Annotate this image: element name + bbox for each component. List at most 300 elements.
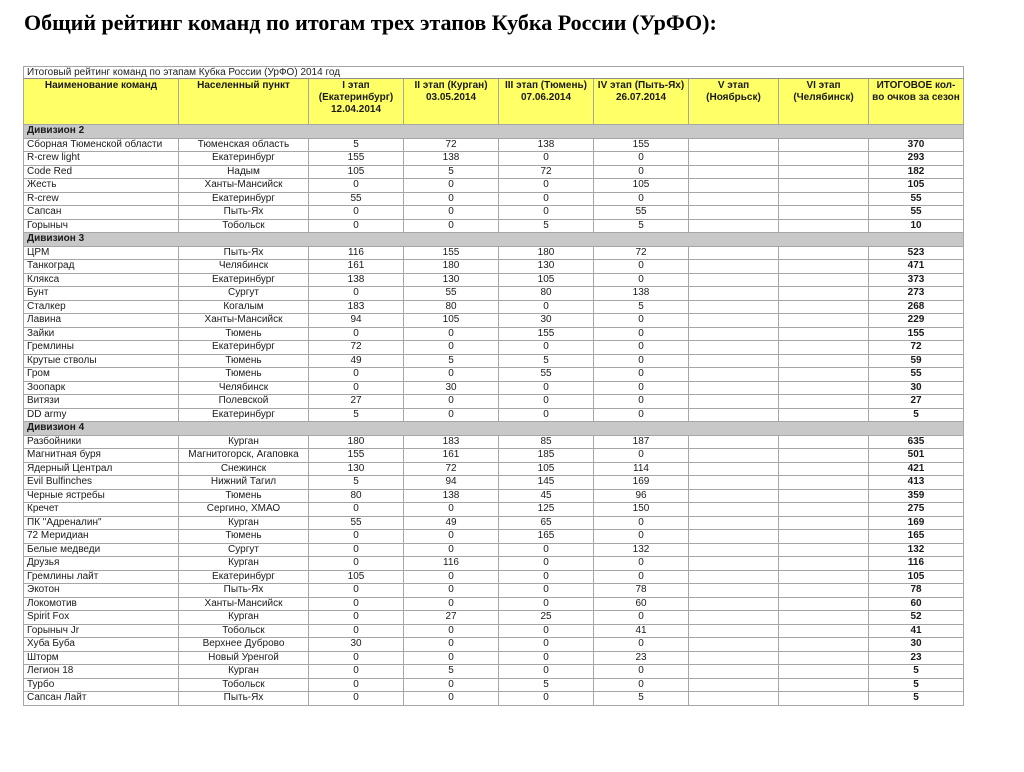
stage-5-score [689,651,779,665]
total-score: 293 [869,152,964,166]
division-name: Дивизион 3 [24,233,964,247]
stage-4-score: 0 [594,273,689,287]
stage-2-score: 0 [404,408,499,422]
stage-4-score: 5 [594,300,689,314]
header-stage-4: IV этап (Пыть-Ях) 26.07.2014 [594,79,689,125]
stage-4-score: 0 [594,665,689,679]
team-name-cell: Жесть [24,179,179,193]
stage-4-score: 23 [594,651,689,665]
stage-2-score: 0 [404,692,499,706]
stage-5-score [689,368,779,382]
total-score: 275 [869,503,964,517]
stage-3-score: 185 [499,449,594,463]
stage-1-score: 0 [309,543,404,557]
stage-3-score: 0 [499,624,594,638]
stage-3-score: 0 [499,179,594,193]
stage-2-score: 116 [404,557,499,571]
stage-5-score [689,611,779,625]
stage-1-score: 0 [309,530,404,544]
header-total: ИТОГОВОЕ кол-во очков за сезон [869,79,964,125]
stage-1-score: 0 [309,624,404,638]
stage-1-score: 105 [309,165,404,179]
stage-2-score: 0 [404,570,499,584]
total-score: 55 [869,368,964,382]
stage-6-score [779,624,869,638]
stage-2-score: 5 [404,165,499,179]
stage-4-score: 0 [594,354,689,368]
stage-3-score: 0 [499,300,594,314]
total-score: 55 [869,192,964,206]
stage-4-score: 0 [594,341,689,355]
stage-5-score [689,300,779,314]
header-stage-5: V этап (Ноябрьск) [689,79,779,125]
total-score: 30 [869,381,964,395]
stage-5-score [689,462,779,476]
stage-4-score: 155 [594,138,689,152]
stage-5-score [689,287,779,301]
stage-5-score [689,219,779,233]
stage-4-score: 72 [594,246,689,260]
stage-2-score: 138 [404,489,499,503]
stage-4-score: 0 [594,381,689,395]
stage-1-score: 0 [309,611,404,625]
stage-1-score: 116 [309,246,404,260]
table-row [24,476,964,490]
stage-6-score [779,300,869,314]
team-name-cell: Горыныч Jr [24,624,179,638]
table-caption: Итоговый рейтинг команд по этапам Кубка России (УрФО) 2014 год [24,67,964,79]
team-name-cell: R-crew light [24,152,179,166]
division-header-row [24,422,964,436]
total-score: 229 [869,314,964,328]
stage-3-score: 0 [499,543,594,557]
table-row [24,503,964,517]
stage-1-score: 105 [309,570,404,584]
table-row [24,152,964,166]
stage-2-score: 0 [404,584,499,598]
total-score: 23 [869,651,964,665]
stage-1-score: 183 [309,300,404,314]
stage-1-score: 27 [309,395,404,409]
team-name-cell: Хуба Буба [24,638,179,652]
stage-6-score [779,138,869,152]
table-row [24,638,964,652]
table-row [24,624,964,638]
stage-2-score: 49 [404,516,499,530]
stage-6-score [779,665,869,679]
stage-3-score: 45 [499,489,594,503]
stage-3-score: 0 [499,651,594,665]
table-row [24,354,964,368]
stage-4-score: 0 [594,408,689,422]
table-row [24,651,964,665]
city-cell: Тюменская область [179,138,309,152]
stage-6-score [779,165,869,179]
total-score: 413 [869,476,964,490]
header-stage-3: III этап (Тюмень) 07.06.2014 [499,79,594,125]
city-cell: Курган [179,665,309,679]
stage-3-score: 0 [499,408,594,422]
stage-5-score [689,624,779,638]
stage-4-score: 78 [594,584,689,598]
stage-5-score [689,165,779,179]
stage-4-score: 114 [594,462,689,476]
stage-1-score: 5 [309,138,404,152]
header-team: Наименование команд [24,79,179,125]
stage-4-score: 0 [594,192,689,206]
table-row [24,327,964,341]
table-row [24,665,964,679]
city-cell: Челябинск [179,260,309,274]
city-cell: Екатеринбург [179,152,309,166]
total-score: 165 [869,530,964,544]
team-name-cell: ЦРМ [24,246,179,260]
city-cell: Ханты-Мансийск [179,597,309,611]
stage-5-score [689,138,779,152]
stage-6-score [779,314,869,328]
stage-4-score: 5 [594,692,689,706]
stage-5-score [689,678,779,692]
table-caption-row [24,67,964,79]
city-cell: Тюмень [179,530,309,544]
stage-4-score: 0 [594,449,689,463]
stage-5-score [689,543,779,557]
team-name-cell: Сапсан [24,206,179,220]
stage-5-score [689,597,779,611]
stage-3-score: 5 [499,678,594,692]
stage-1-score: 0 [309,665,404,679]
city-cell: Тобольск [179,624,309,638]
stage-5-score [689,192,779,206]
total-score: 59 [869,354,964,368]
division-name: Дивизион 2 [24,125,964,139]
city-cell: Екатеринбург [179,341,309,355]
stage-1-score: 0 [309,287,404,301]
total-score: 10 [869,219,964,233]
stage-5-score [689,435,779,449]
total-score: 60 [869,597,964,611]
stage-6-score [779,206,869,220]
table-row [24,138,964,152]
table-row [24,570,964,584]
stage-2-score: 0 [404,530,499,544]
total-score: 132 [869,543,964,557]
city-cell: Екатеринбург [179,408,309,422]
stage-4-score: 0 [594,260,689,274]
stage-6-score [779,152,869,166]
header-stage-2: II этап (Курган) 03.05.2014 [404,79,499,125]
team-name-cell: Разбойники [24,435,179,449]
stage-5-score [689,206,779,220]
stage-2-score: 72 [404,138,499,152]
stage-3-score: 105 [499,273,594,287]
city-cell: Ханты-Мансийск [179,314,309,328]
city-cell: Тюмень [179,368,309,382]
page-title: Общий рейтинг команд по итогам трех этапов Кубка России (УрФО): [24,10,717,35]
total-score: 27 [869,395,964,409]
city-cell: Тюмень [179,354,309,368]
stage-6-score [779,651,869,665]
team-name-cell: Code Red [24,165,179,179]
team-name-cell: Танкоград [24,260,179,274]
city-cell: Полевской [179,395,309,409]
city-cell: Нижний Тагил [179,476,309,490]
total-score: 41 [869,624,964,638]
stage-6-score [779,597,869,611]
team-name-cell: Горыныч [24,219,179,233]
city-cell: Екатеринбург [179,273,309,287]
stage-1-score: 72 [309,341,404,355]
stage-4-score: 5 [594,219,689,233]
table-row [24,557,964,571]
total-score: 5 [869,692,964,706]
stage-6-score [779,341,869,355]
city-cell: Тобольск [179,678,309,692]
total-score: 105 [869,570,964,584]
stage-5-score [689,449,779,463]
stage-2-score: 0 [404,368,499,382]
stage-1-score: 155 [309,152,404,166]
stage-1-score: 5 [309,408,404,422]
team-name-cell: Spirit Fox [24,611,179,625]
team-name-cell: Ядерный Централ [24,462,179,476]
stage-4-score: 96 [594,489,689,503]
stage-4-score: 138 [594,287,689,301]
stage-5-score [689,503,779,517]
table-row [24,341,964,355]
stage-2-score: 80 [404,300,499,314]
stage-3-score: 0 [499,692,594,706]
stage-2-score: 0 [404,192,499,206]
stage-2-score: 0 [404,543,499,557]
team-name-cell: Сталкер [24,300,179,314]
table-row [24,246,964,260]
stage-5-score [689,260,779,274]
table-row [24,462,964,476]
stage-5-score [689,584,779,598]
stage-1-score: 155 [309,449,404,463]
total-score: 155 [869,327,964,341]
stage-3-score: 25 [499,611,594,625]
table-row [24,435,964,449]
stage-3-score: 0 [499,341,594,355]
stage-2-score: 72 [404,462,499,476]
total-score: 52 [869,611,964,625]
stage-6-score [779,260,869,274]
stage-6-score [779,692,869,706]
stage-4-score: 0 [594,530,689,544]
stage-4-score: 169 [594,476,689,490]
stage-3-score: 5 [499,219,594,233]
stage-6-score [779,287,869,301]
stage-3-score: 105 [499,462,594,476]
city-cell: Курган [179,516,309,530]
total-score: 421 [869,462,964,476]
stage-2-score: 105 [404,314,499,328]
stage-3-score: 65 [499,516,594,530]
table-row [24,287,964,301]
stage-5-score [689,152,779,166]
stage-1-score: 0 [309,368,404,382]
division-name: Дивизион 4 [24,422,964,436]
table-row [24,165,964,179]
stage-3-score: 0 [499,192,594,206]
total-score: 55 [869,206,964,220]
stage-1-score: 0 [309,692,404,706]
stage-6-score [779,543,869,557]
stage-3-score: 165 [499,530,594,544]
total-score: 268 [869,300,964,314]
stage-6-score [779,192,869,206]
stage-3-score: 0 [499,665,594,679]
table-row [24,314,964,328]
total-score: 30 [869,638,964,652]
team-name-cell: Черные ястребы [24,489,179,503]
stage-2-score: 180 [404,260,499,274]
stage-2-score: 0 [404,503,499,517]
table-row [24,597,964,611]
stage-2-score: 0 [404,219,499,233]
total-score: 501 [869,449,964,463]
city-cell: Сургут [179,287,309,301]
table-row [24,611,964,625]
city-cell: Екатеринбург [179,192,309,206]
table-row [24,584,964,598]
stage-5-score [689,638,779,652]
stage-2-score: 0 [404,651,499,665]
stage-1-score: 0 [309,678,404,692]
stage-2-score: 0 [404,678,499,692]
stage-6-score [779,489,869,503]
total-score: 116 [869,557,964,571]
total-score: 182 [869,165,964,179]
stage-1-score: 80 [309,489,404,503]
stage-3-score: 5 [499,354,594,368]
city-cell: Пыть-Ях [179,246,309,260]
stage-6-score [779,246,869,260]
stage-2-score: 0 [404,638,499,652]
city-cell: Сергино, ХМАО [179,503,309,517]
total-score: 78 [869,584,964,598]
city-cell: Курган [179,611,309,625]
team-name-cell: Крутые стволы [24,354,179,368]
team-name-cell: Кречет [24,503,179,517]
stage-6-score [779,354,869,368]
stage-3-score: 0 [499,570,594,584]
stage-3-score: 130 [499,260,594,274]
stage-3-score: 55 [499,368,594,382]
team-name-cell: Гремлины лайт [24,570,179,584]
stage-5-score [689,530,779,544]
stage-3-score: 0 [499,638,594,652]
stage-3-score: 72 [499,165,594,179]
stage-3-score: 125 [499,503,594,517]
stage-3-score: 0 [499,557,594,571]
team-name-cell: Гром [24,368,179,382]
division-header-row [24,125,964,139]
team-name-cell: Зайки [24,327,179,341]
city-cell: Пыть-Ях [179,584,309,598]
stage-3-score: 0 [499,152,594,166]
stage-5-score [689,516,779,530]
total-score: 370 [869,138,964,152]
stage-2-score: 55 [404,287,499,301]
total-score: 635 [869,435,964,449]
stage-2-score: 155 [404,246,499,260]
stage-6-score [779,584,869,598]
stage-5-score [689,408,779,422]
stage-3-score: 0 [499,584,594,598]
total-score: 5 [869,408,964,422]
stage-4-score: 132 [594,543,689,557]
rating-table [23,66,964,706]
table-row [24,408,964,422]
city-cell: Пыть-Ях [179,206,309,220]
stage-1-score: 130 [309,462,404,476]
team-name-cell: Зоопарк [24,381,179,395]
stage-5-score [689,395,779,409]
stage-2-score: 30 [404,381,499,395]
stage-1-score: 0 [309,327,404,341]
stage-6-score [779,570,869,584]
division-header-row [24,233,964,247]
stage-1-score: 0 [309,651,404,665]
stage-5-score [689,327,779,341]
team-name-cell: Белые медведи [24,543,179,557]
team-name-cell: 72 Меридиан [24,530,179,544]
stage-1-score: 180 [309,435,404,449]
team-name-cell: Локомотив [24,597,179,611]
stage-2-score: 138 [404,152,499,166]
table-row [24,381,964,395]
stage-3-score: 0 [499,206,594,220]
stage-6-score [779,368,869,382]
stage-2-score: 94 [404,476,499,490]
stage-2-score: 130 [404,273,499,287]
stage-5-score [689,570,779,584]
city-cell: Когалым [179,300,309,314]
table-row [24,300,964,314]
stage-2-score: 0 [404,179,499,193]
city-cell: Тюмень [179,489,309,503]
stage-2-score: 0 [404,206,499,220]
stage-3-score: 138 [499,138,594,152]
table-row [24,395,964,409]
stage-4-score: 0 [594,368,689,382]
city-cell: Магнитогорск, Агаповка [179,449,309,463]
city-cell: Екатеринбург [179,570,309,584]
team-name-cell: Легион 18 [24,665,179,679]
city-cell: Новый Уренгой [179,651,309,665]
stage-5-score [689,179,779,193]
stage-1-score: 30 [309,638,404,652]
total-score: 5 [869,665,964,679]
stage-2-score: 0 [404,327,499,341]
stage-2-score: 0 [404,624,499,638]
city-cell: Надым [179,165,309,179]
city-cell: Верхнее Дуброво [179,638,309,652]
stage-2-score: 0 [404,395,499,409]
table-row [24,368,964,382]
stage-3-score: 0 [499,381,594,395]
stage-5-score [689,476,779,490]
stage-3-score: 0 [499,597,594,611]
stage-4-score: 0 [594,314,689,328]
stage-6-score [779,476,869,490]
city-cell: Тобольск [179,219,309,233]
stage-4-score: 0 [594,678,689,692]
stage-6-score [779,219,869,233]
